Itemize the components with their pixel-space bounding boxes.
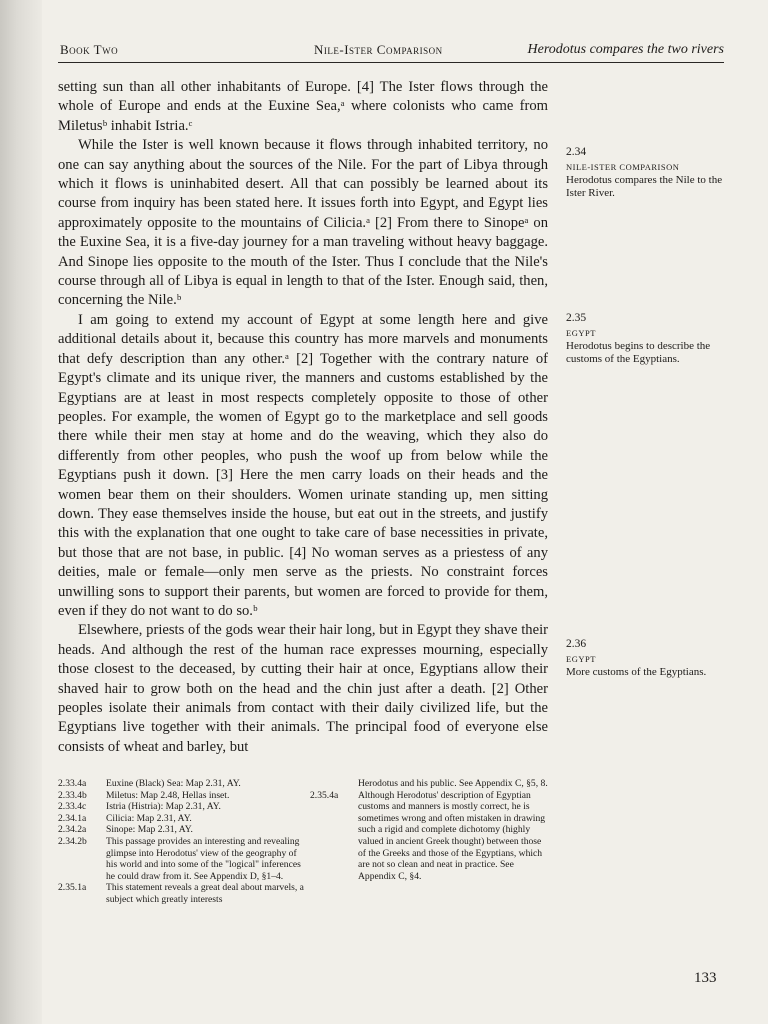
footnote xyxy=(310,790,550,883)
footnote-text: Euxine (Black) Sea: Map 2.31, AY. xyxy=(106,778,241,789)
margin-note-number: 2.36 xyxy=(566,638,587,650)
footnote-ref: 2.33.4a xyxy=(58,778,87,789)
footnote xyxy=(310,778,550,790)
footnote-text: This statement reveals a great deal about marvels, a subject which greatly interests xyxy=(106,882,304,905)
margin-note-number: 2.34 xyxy=(566,146,587,158)
paragraph: setting sun than all other inhabitants of Europe. [4] The Ister flows through the whole of Europe and ends at the Euxine Sea,ᵃ where colonists who came from Miletusᵇ inhabit Istria.ᶜ xyxy=(58,79,548,134)
footnote-text: Istria (Histria): Map 2.31, AY. xyxy=(106,801,221,813)
margin-note-number: 2.35 xyxy=(566,312,587,324)
footnote-ref: 2.33.4b xyxy=(58,789,87,801)
margin-note-2-35 xyxy=(566,312,726,366)
margin-note-2-34 xyxy=(566,146,726,200)
margin-note-2-36 xyxy=(566,638,726,679)
footnote xyxy=(58,836,308,882)
footnote-ref: 2.34.1a xyxy=(58,812,87,824)
paragraph: I am going to extend my account of Egypt at some length here and give additional details about it, because this country has more marvels and monuments that defy description than any other.ᵃ [2] Together with the contrary nature of Egypt's climate and its unique river, the manners and customs established by the Egyptians are at least in most respects completely opposite to those of other peoples. For example, the women of Egypt go to the marketplace and sell goods there while their men stay at home and do the weaving, which they also do differently from other peoples, who push the woof up from below while the Egyptians push it down. [3] Here the men carry loads on their heads and the women bear them on their shoulders. Women urinate standing up, men sitting down. They ease themselves inside the house, but eat out in the streets, and justify this with the explanation that one ought to take care of base necessities in private, but those that are not base, in public. [4] No woman serves as a priestess of any deities, male or female—only men serve as the priests. No constraint forces unwilling sons to support their parents, but women are forced to provide for them, even if they do not want to do so.ᵇ xyxy=(58,311,548,619)
footnote-text: Although Herodotus' description of Egyptian customs and manners is mostly correct, he is sometimes wrong and often mistaken in drawing such a rigid and complete dichotomy (highly valued in ancient Greek thought) between those of the Greeks and those of the Egyptians, which are not so clean and neat in practice. See Appendix C, §4. xyxy=(358,789,546,882)
header-topic: Herodotus compares the two rivers xyxy=(527,42,724,57)
footnotes-right-column xyxy=(310,778,550,882)
footnote-ref: 2.34.2b xyxy=(58,835,87,847)
footnote-ref: 2.35.4a xyxy=(310,789,339,801)
footnotes-left-column xyxy=(58,778,308,906)
header-book-title: Book Two xyxy=(60,42,119,57)
book-gutter-shadow xyxy=(0,0,42,1024)
header-section-title: Nile-Ister Comparison xyxy=(314,42,443,57)
footnote-ref: 2.33.4c xyxy=(58,801,87,813)
paragraph: While the Ister is well known because it flows through inhabited territory, no one can say anything about the sources of the Nile. For the part of Libya through which it flows is uninhabited desert. All that can possibly be learned about its course from inquiry has been stated here. It issues forth into Egypt, and Egypt lies approximately opposite to the mountains of Cilicia.ᵃ [2] From there to Sinopeᵃ on the Euxine Sea, it is a five-day journey for a man traveling without heavy baggage. And Sinope lies opposite to the mouth of the Ister. Thus I conclude that the Nile's course through all of Libya is equal in length to that of the Ister. Enough said, then, concerning the Nile.ᵇ xyxy=(58,137,548,309)
main-text xyxy=(58,78,548,757)
footnote-ref: 2.35.1a xyxy=(58,882,87,894)
footnote xyxy=(58,824,308,836)
margin-note-section: EGYPT xyxy=(566,328,596,338)
footnote-ref: 2.34.2a xyxy=(58,824,87,836)
margin-note-summary: More customs of the Egyptians. xyxy=(566,666,707,678)
footnote-text: This passage provides an interesting and revealing glimpse into Herodotus' view of the geography of his world and into some of the "logical" inferences he could draw from it. See Appendix D, §1–4. xyxy=(106,835,301,882)
footnote xyxy=(58,882,308,905)
margin-note-section: EGYPT xyxy=(566,654,596,664)
footnote-text: Herodotus and his public. See Appendix C, §5, 8. xyxy=(358,778,548,789)
page-number: 133 xyxy=(694,970,717,986)
footnote-text: Miletus: Map 2.48, Hellas inset. xyxy=(106,789,230,801)
margin-note-summary: Herodotus compares the Nile to the Ister River. xyxy=(566,174,723,199)
paragraph: Elsewhere, priests of the gods wear their hair long, but in Egypt they shave their heads. And although the rest of the human race expresses mourning, especially those closest to the deceased, by cutting their hair at once, Egyptians allow their shaved hair to grow both on the head and the chin just after a death. [2] Other peoples isolate their animals from contact with their daily civilized life, but the Egyptians live together with their animals. The principal food of everyone else consists of wheat and barley, but xyxy=(58,622,548,755)
footnote-text: Cilicia: Map 2.31, AY. xyxy=(106,812,192,824)
margin-note-section: NILE-ISTER COMPARISON xyxy=(566,162,680,172)
margin-note-summary: Herodotus begins to describe the customs of the Egyptians. xyxy=(566,340,711,365)
footnote-text: Sinope: Map 2.31, AY. xyxy=(106,824,193,836)
footnote xyxy=(58,790,308,802)
footnote xyxy=(58,813,308,825)
footnote xyxy=(58,801,308,813)
running-header xyxy=(58,36,724,63)
footnote xyxy=(58,778,308,790)
